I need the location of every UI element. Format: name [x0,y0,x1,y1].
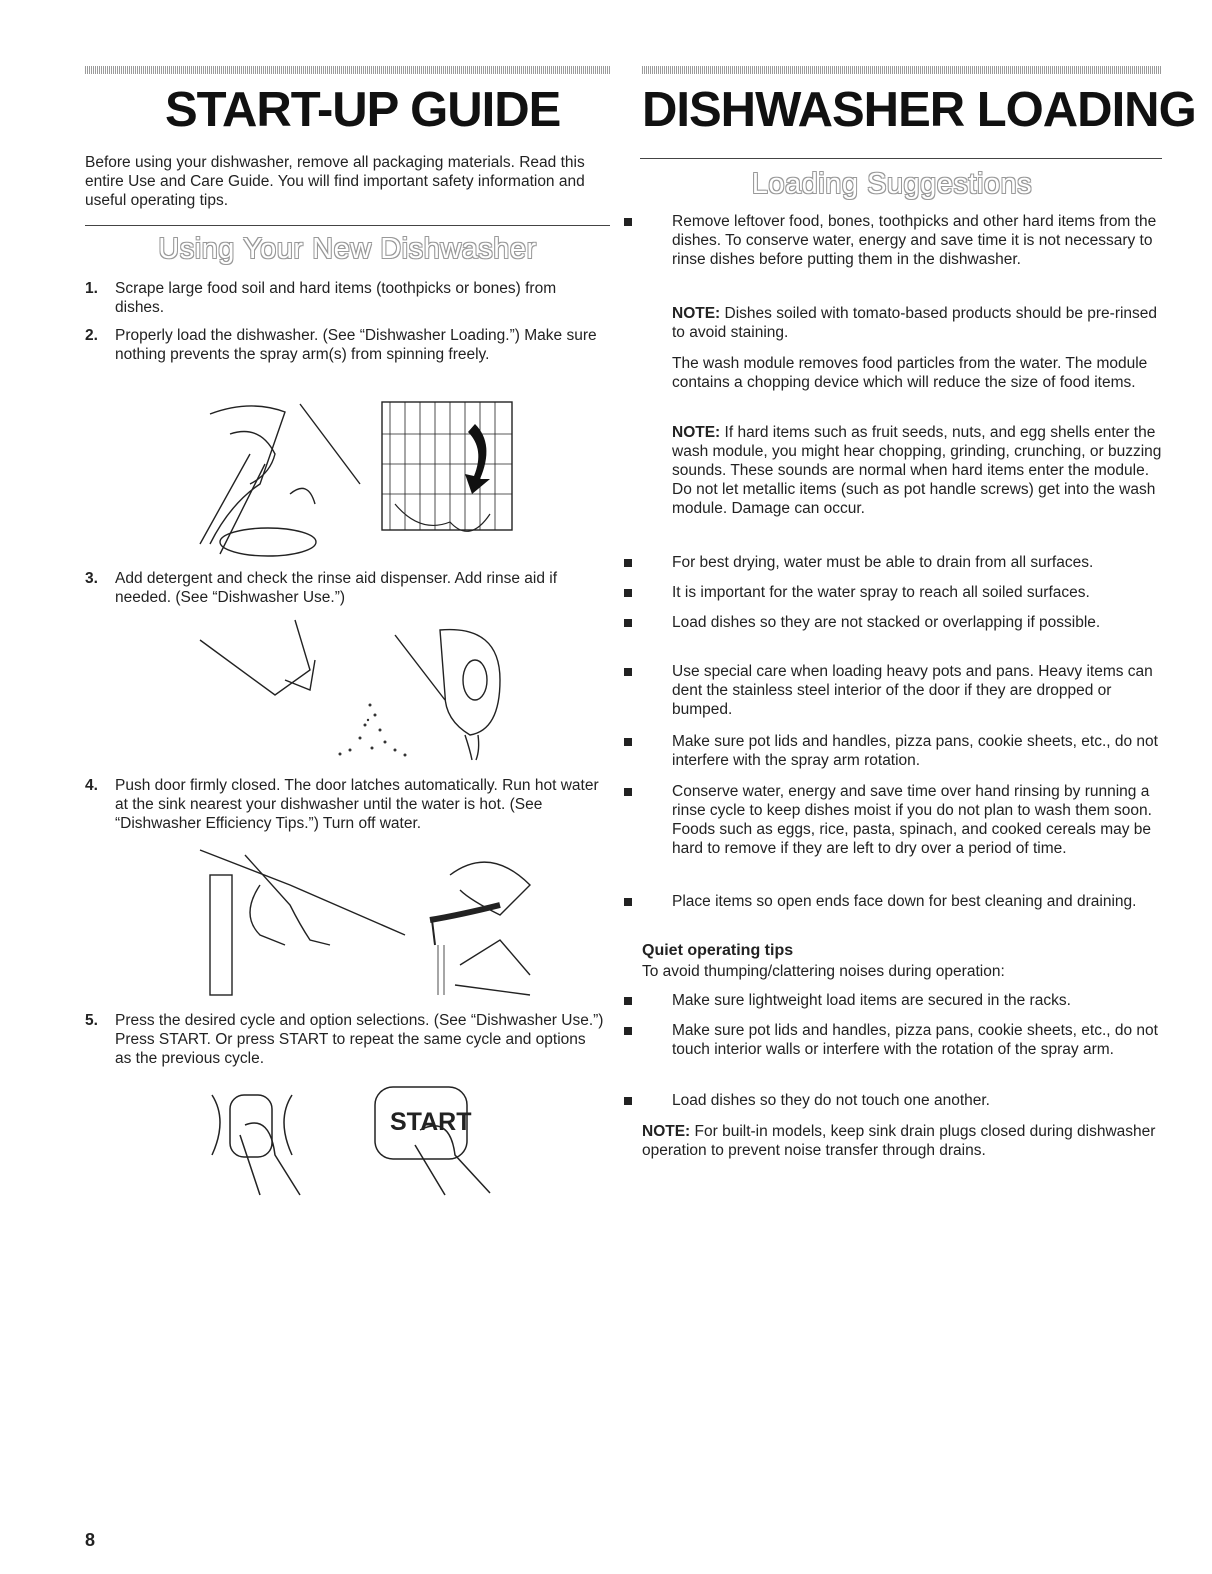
step-number: 4. [85,777,98,794]
bullet-remove-food [622,212,1162,269]
bullet-marker [624,898,632,906]
note-label: NOTE: [672,305,721,322]
bullet-marker [624,788,632,796]
bullet-no-stacking [622,613,1162,632]
step-1 [85,279,605,317]
bullet-marker [624,668,632,676]
bullet-text: It is important for the water spray to reach all soiled surfaces. [672,584,1090,601]
bullet-text: Load dishes so they do not touch one another. [672,1092,990,1109]
bullet-spray-arm [622,732,1162,770]
note-text: For built-in models, keep sink drain plugs closed during dishwasher operation to prevent noise transfer through drains. [642,1123,1156,1159]
close-door-run-water-illustration [200,845,530,1000]
note-hard-items [672,423,1162,518]
quiet-bullet-walls [622,1021,1162,1059]
start-up-guide-column [85,0,610,1574]
note-text: Dishes soiled with tomato-based products should be pre-rinsed to avoid staining. [672,305,1158,341]
detergent-rinse-aid-illustration [200,620,530,760]
bullet-text: Load dishes so they are not stacked or overlapping if possible. [672,614,1101,631]
step-3 [85,569,605,607]
step-text: Push door firmly closed. The door latches automatically. Run hot water at the sink nearest your dishwasher until the water is hot. (See “Dishwasher Efficiency Tips.”) Turn off water. [115,777,599,832]
quiet-bullet-secured [622,991,1162,1010]
bullet-marker [624,589,632,597]
step-text: Properly load the dishwasher. (See “Dishwasher Loading.”) Make sure nothing prevents the spray arm(s) from spinning freely. [115,327,597,363]
bullet-text: Make sure pot lids and handles, pizza pans, cookie sheets, etc., do not touch interior walls or interfere with the rotation of the spray arm. [672,1022,1158,1058]
using-new-dishwasher-heading: Using Your New Dishwasher [158,233,537,265]
bullet-marker [624,997,632,1005]
scrape-and-load-illustration [190,394,520,554]
bullet-marker [624,738,632,746]
section-divider [640,158,1162,159]
step-number: 3. [85,570,98,587]
intro-paragraph: Before using your dishwasher, remove all packaging materials. Read this entire Use and Care Guide. You will find important safety information and useful operating tips. [85,154,585,209]
quiet-operating-tips-heading: Quiet operating tips [642,942,794,959]
step-2 [85,326,605,364]
bullet-text: Make sure pot lids and handles, pizza pans, cookie sheets, etc., do not interfere with the spray arm rotation. [672,733,1158,769]
bullet-text: Use special care when loading heavy pots and pans. Heavy items can dent the stainless steel interior of the door if they are dropped or bumped. [672,663,1153,718]
note-tomato [672,304,1162,342]
step-number: 5. [85,1012,98,1029]
note-label: NOTE: [642,1123,691,1140]
bullet-water-spray [622,583,1162,602]
bullet-drying [622,553,1162,572]
bullet-marker [624,218,632,226]
step-number: 2. [85,327,98,344]
step-number: 1. [85,280,98,297]
start-button-label: START [390,1108,472,1136]
step-4 [85,776,605,833]
note-text: If hard items such as fruit seeds, nuts, and egg shells enter the wash module, you might hear chopping, grinding, crunching, or buzzing sounds. These sounds are normal when hard items enter the module. Do not let metallic items (such as pot handle screws) get into the wash module. Damage can occur. [672,424,1162,517]
bullet-open-ends [622,892,1162,911]
bullet-marker [624,559,632,567]
final-note [642,1122,1162,1160]
bullet-text: Place items so open ends face down for best cleaning and draining. [672,893,1137,910]
step-text: Press the desired cycle and option selections. (See “Dishwasher Use.”) Press START. Or press START to repeat the same cycle and options as the previous cycle. [115,1012,604,1067]
note-label: NOTE: [672,424,721,441]
bullet-marker [624,1027,632,1035]
step-text: Add detergent and check the rinse aid dispenser. Add rinse aid if needed. (See “Dishwasher Use.”) [115,570,558,606]
section-divider [85,225,610,226]
bullet-text: For best drying, water must be able to drain from all surfaces. [672,554,1094,571]
bullet-rinse-cycle [622,782,1162,858]
loading-suggestions-heading: Loading Suggestions [751,168,1033,200]
step-text: Scrape large food soil and hard items (toothpicks or bones) from dishes. [115,280,557,316]
start-up-guide-title: START-UP GUIDE [165,83,561,137]
bullet-marker [624,619,632,627]
quiet-bullet-touch [622,1091,1162,1110]
press-buttons-illustration [200,1085,530,1200]
bullet-heavy-pots [622,662,1162,719]
dishwasher-loading-column [622,0,1196,1574]
wash-module-paragraph: The wash module removes food particles from the water. The module contains a chopping device which will reduce the size of food items. [672,355,1148,391]
quiet-intro: To avoid thumping/clattering noises during operation: [642,963,1005,980]
top-decorative-bar [642,66,1162,74]
page-number: 8 [85,1530,96,1550]
bullet-text: Make sure lightweight load items are secured in the racks. [672,992,1071,1009]
bullet-marker [624,1097,632,1105]
step-5 [85,1011,605,1068]
bullet-text: Remove leftover food, bones, toothpicks and other hard items from the dishes. To conserve water, energy and save time it is not necessary to rinse dishes before putting them in the dishwasher. [672,213,1157,268]
top-decorative-bar [85,66,610,74]
dishwasher-loading-title: DISHWASHER LOADING [642,83,1196,137]
bullet-text: Conserve water, energy and save time over hand rinsing by running a rinse cycle to keep dishes moist if you do not plan to wash them soon. Foods such as eggs, rice, pasta, spinach, and cooked cereals may be hard to remove if they are left to dry over a period of time. [672,783,1152,857]
